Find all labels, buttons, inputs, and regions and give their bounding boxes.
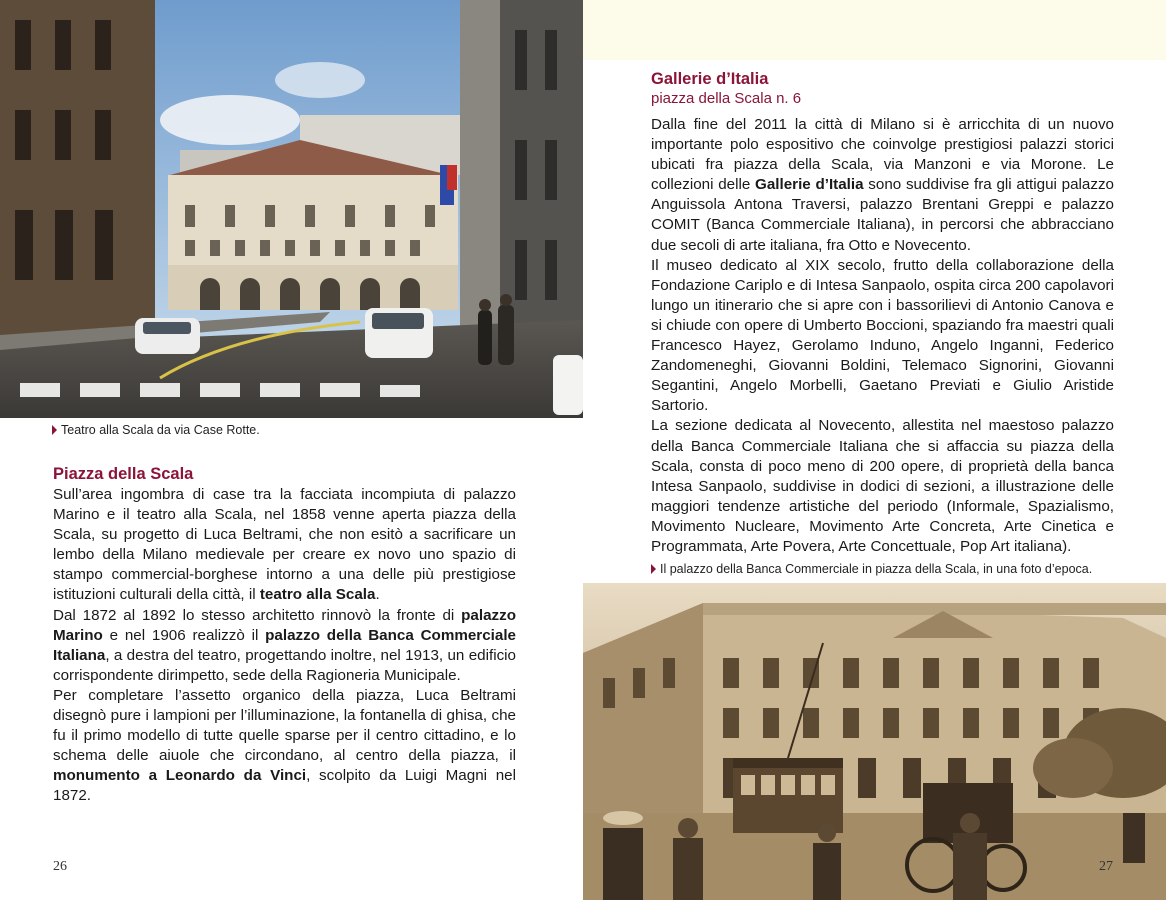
text-run: Per completare l’assetto organico della piazza, Luca Beltrami disegnò pure i lampioni per l’illuminazione, la fontanella di ghisa, che fu il primo modello di tutte quelle sparse per il centro cittadino, e lo schema delle aiuole che circondano, al centro della piazza, il: [53, 686, 516, 765]
body-text-left: [53, 485, 516, 807]
caption-marker-icon: [52, 425, 57, 435]
text-run: , scolpito da Luigi Magni nel 1872.: [53, 767, 516, 805]
header-band: [583, 0, 1166, 60]
paragraph: [53, 606, 516, 686]
body-text-right: [651, 115, 1114, 557]
text-run: .: [375, 586, 380, 604]
page-number-right: 27: [1099, 859, 1113, 874]
text-run: Il museo dedicato al XIX secolo, frutto della collaborazione della Fondazione Cariplo e di Intesa Sanpaolo, ospita circa 200 capolavori lungo un itinerario che si apre con i bassorilievi di Antonio Canova e si chiude con opere di Umberto Boccioni, spaziando fra maestri quali Francesco Hayez, Gerolamo Induno, Angelo Inganni, Federico Zandomeneghi, Giovanni Boldini, Telemaco Signorini, Giovanni Segantini, Angelo Morbelli, Gaetano Previati e Giulio Aristide Sartorio.: [651, 256, 1114, 415]
paragraph: [651, 115, 1114, 256]
paragraph: [53, 686, 516, 807]
text-run: e nel 1906 realizzò il: [102, 626, 266, 644]
text-run: Sull’area ingombra di case tra la facciata incompiuta di palazzo Marino e il teatro alla Scala, nel 1858 venne aperta piazza della Scala, su progetto di Luca Beltrami, che non esitò a sacrificare un lembo della Milano medievale per creare ex novo uno spazio di stampo commercial-borghese intorno a una delle più prestigiose istituzioni culturali della città, il: [53, 486, 516, 604]
text-run: Dalla fine del 2011 la città di Milano si è arricchita di un nuovo importante polo espositivo che coinvolge prestigiosi palazzi storici ubicati fra piazza della Scala, via Manzoni e via Morone. Le collezioni delle: [651, 116, 1114, 194]
text-run: sono suddivise fra gli attigui palazzo Anguissola Antona Traversi, palazzo Brentani Greppi e palazzo COMIT (Banca Commerciale Italiana), in percorsi che abbracciano due secoli di arte italiana, fra Otto e Novecento.: [651, 176, 1114, 254]
caption-text: Teatro alla Scala da via Case Rotte.: [61, 423, 260, 437]
paragraph: [53, 485, 516, 606]
bold-term: teatro alla Scala: [259, 586, 376, 604]
bold-term: monumento a Leonardo da Vinci: [53, 767, 307, 785]
caption-text: Il palazzo della Banca Commerciale in piazza della Scala, in una foto d’epoca.: [660, 562, 1093, 576]
text-run: Dal 1872 al 1892 lo stesso architetto rinnovò la fronte di: [53, 606, 462, 624]
right-page: [583, 0, 1166, 900]
section-subtitle-address: piazza della Scala n. 6: [651, 90, 802, 107]
photo-caption-left: [52, 423, 260, 437]
bold-term: palazzo della Banca Commerciale Italiana: [53, 626, 516, 664]
photo-caption-right: [651, 562, 1092, 576]
section-title-piazza-scala: Piazza della Scala: [53, 465, 194, 483]
teatro-scala-photo: [0, 0, 583, 418]
bold-term: Gallerie d’Italia: [755, 176, 864, 194]
bold-term: palazzo Marino: [53, 606, 516, 644]
text-run: La sezione dedicata al Novecento, allestita nel maestoso palazzo della Banca Commerciale Italiana che si affaccia su piazza della Scala, consta di poco meno di 200 opere, di proprietà della banca Intesa Sanpaolo, suddivise in dodici di sezioni, a illustrazione delle maggiori tendenze artistiche del periodo (Informale, Spazialismo, Movimento Nucleare, Movimento Arte Concreta, Arte Cinetica e Programmata, Arte Povera, Arte Concettuale, Pop Art italiana).: [651, 417, 1114, 555]
caption-marker-icon: [651, 564, 656, 574]
paragraph: [651, 256, 1114, 417]
page-number-left: 26: [53, 859, 67, 874]
paragraph: [651, 416, 1114, 557]
section-title-gallerie: Gallerie d’Italia: [651, 70, 769, 88]
text-run: , a destra del teatro, progettando inoltre, nel 1913, un edificio corrispondente dirimpetto, sede della Ragioneria Municipale.: [53, 646, 516, 684]
banca-commerciale-photo: [583, 583, 1166, 900]
